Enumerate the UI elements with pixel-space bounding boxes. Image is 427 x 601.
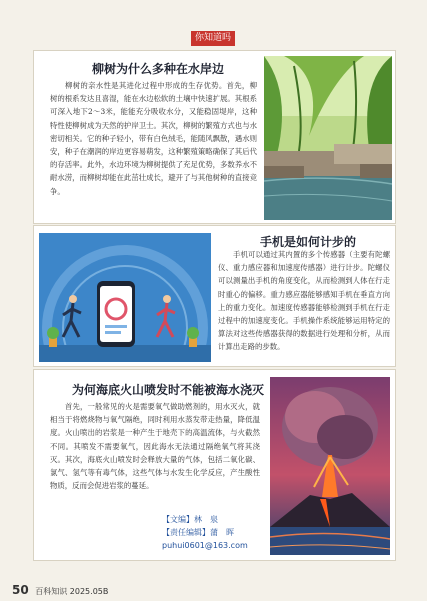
article-body: 柳树的亲水性是其进化过程中形成的生存优势。首先，柳树的根系发达且喜湿，能在水边松软的土壤中快速扩展。其根系可深入地下2～3米，能能充分吸收水分，又能稳固堤岸，这种特性使柳树成为天然的护岸卫士。其次，柳树的繁殖方式也与水密切相关。它的种子轻小，带有白色绒毛，能随风飘散，遇水则安，种子在潮润的岸边更容易萌发，这种繁殖策略确保了其后代的存活率。此外，水边环境为柳树提供了充足优势，多数养水不耐水涝，而柳树却能在此茁壮成长，避开了与其他树种的直接竞争。 bbox=[50, 81, 257, 196]
article-body: 手机可以通过其内置的多个传感器（主要有陀螺仪、重力感应器和加速度传感器）进行计步。陀螺仪可以测量出手机的角度变化，从而检测到人体在行走时重心的偏移。重力感应器能够感知手机在垂直方向上的重力变化。加速度传感器能够检测到手机在行走过程中的加速度变化。手机操作系统能够运用特定的算法对这些传感器获得的数据进行处理和分析，从而计算出走路的步数。 bbox=[218, 250, 390, 352]
article-body: 首先，一般常见的火是需要氧气做助燃剂的，用水灭火，就相当于将燃烧物与氧气隔绝，同时利用水蒸发带走热量，降低温度。火山喷出的岩浆是一种产生于地壳下的高温流体，与火截然不同。其喷发不需要氧气，因此海水无法通过隔绝氧气将其浇灭。其次，海底火山喷发时会释放大量的气体，包括二氧化碳、氯气、氢气等有毒气体，这些气体与水发生化学反应，产生酸性物质，反而会促进岩浆的蔓延。 bbox=[50, 402, 260, 491]
article-card-pedometer bbox=[33, 225, 396, 367]
page-number: 50 bbox=[12, 583, 29, 597]
article-title: 柳树为什么多种在水岸边 bbox=[92, 62, 225, 76]
editor-credit: 【责任编辑】蒲 晖 bbox=[162, 528, 234, 537]
credits-block bbox=[162, 513, 248, 552]
section-tag: 你知道吗 bbox=[191, 31, 235, 46]
willow-photo bbox=[264, 56, 392, 220]
article-card-willow bbox=[33, 50, 396, 224]
publication-name: 百科知识 2025.05B bbox=[35, 587, 109, 596]
editor-email: puhui0601@163.com bbox=[162, 541, 248, 550]
author-credit: 【文编】林 泉 bbox=[162, 515, 218, 524]
volcano-photo bbox=[270, 377, 390, 555]
pedometer-illustration bbox=[39, 233, 211, 362]
page-footer bbox=[12, 583, 108, 597]
article-title: 为何海底火山喷发时不能被海水浇灭 bbox=[72, 383, 265, 397]
article-card-volcano bbox=[33, 369, 396, 561]
article-title: 手机是如何计步的 bbox=[260, 235, 357, 249]
